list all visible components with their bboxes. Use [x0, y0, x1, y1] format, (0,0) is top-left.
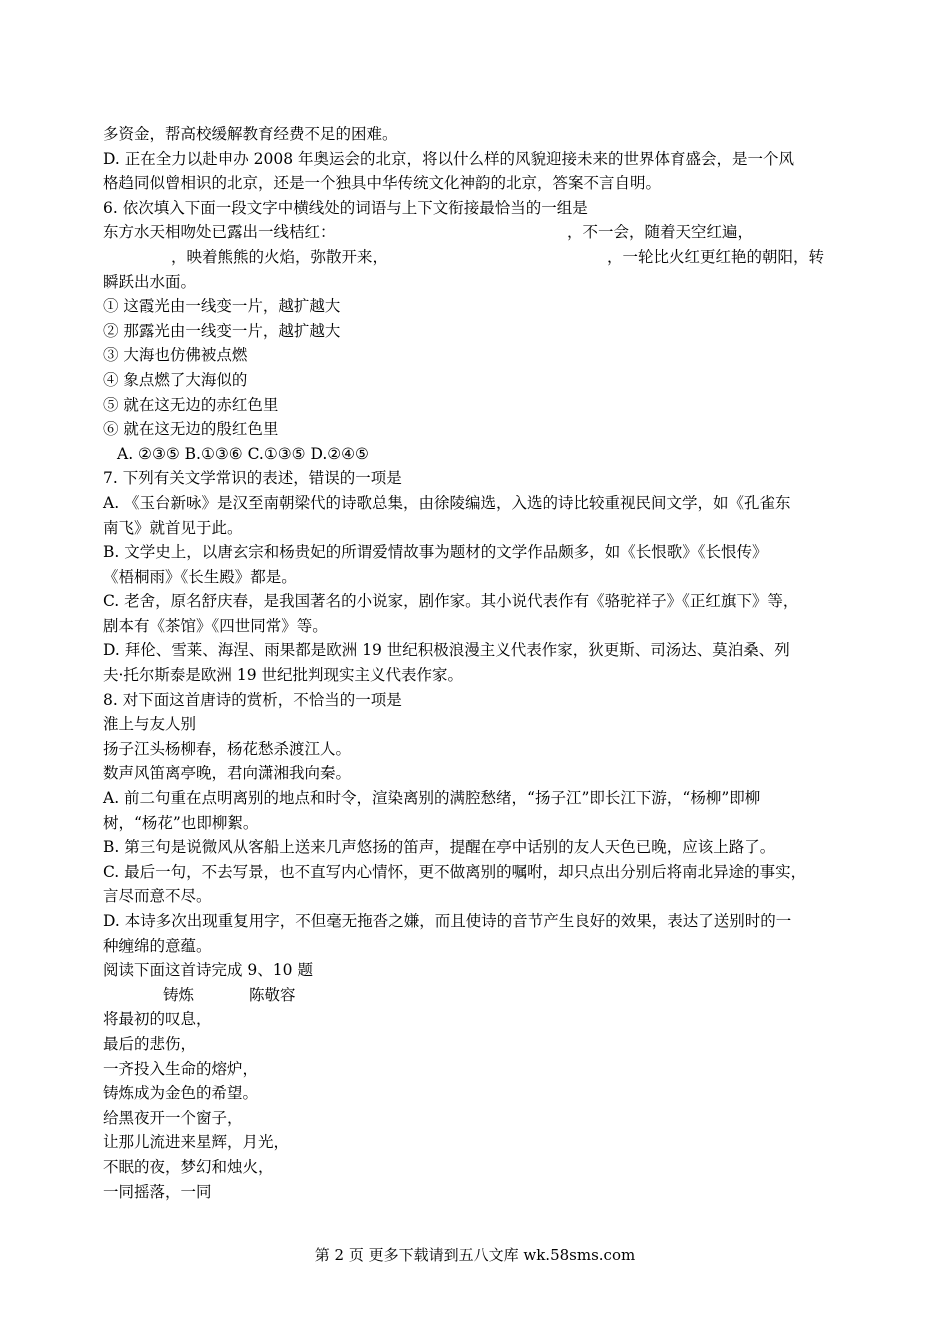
- poem-line: 铸炼成为金色的希望。: [103, 1084, 259, 1103]
- question-8-stem: 8. 对下面这首唐诗的赏析，不恰当的一项是: [103, 690, 402, 709]
- fill-text-segment: 东方水天相吻处已露出一线桔红：: [103, 223, 336, 242]
- text-line: 夫·托尔斯泰是欧洲 19 世纪批判现实主义代表作家。: [103, 666, 464, 685]
- text-line: 多资金，帮高校缓解教育经费不足的困难。: [103, 125, 398, 143]
- text-line: 树，“杨花”也即柳絮。: [103, 813, 259, 832]
- poem-line: 扬子江头杨柳春，杨花愁杀渡江人。: [103, 739, 352, 758]
- question-7-stem: 7. 下列有关文学常识的表述，错误的一项是: [103, 469, 402, 488]
- choice-item: ③ 大海也仿佛被点燃: [103, 346, 248, 365]
- text-line: D. 本诗多次出现重复用字，不但毫无拖沓之嫌，而且使诗的音节产生良好的效果，表达了送别时的一: [103, 912, 792, 930]
- poem-line: 将最初的叹息，: [103, 1010, 212, 1029]
- poem-author: 陈敬容: [248, 985, 296, 1004]
- fill-text-segment: ，一轮比火红更红艳的朝阳，转: [607, 247, 825, 266]
- page-footer: 第 2 页 更多下载请到五八文库 wk.58sms.com: [314, 1246, 636, 1264]
- modern-poem-heading: [103, 983, 853, 1008]
- text-line: B. 第三句是说微风从客船上送来几声悠扬的笛声，提醒在亭中话别的友人天色已晚，应该上路了。: [103, 838, 776, 857]
- reading-instruction: 阅读下面这首诗完成 9、10 题: [103, 961, 313, 980]
- poem-line: 给黑夜开一个窗子，: [103, 1108, 243, 1127]
- text-line: 言尽而意不尽。: [103, 887, 212, 906]
- question-6-stem: 6. 依次填入下面一段文字中横线处的词语与上下文衔接最恰当的一组是: [103, 198, 588, 217]
- text-line: C. 最后一句，不去写景，也不直写内心情怀，更不做离别的嘱咐，却只点出分别后将南北异途的事实，: [103, 862, 807, 881]
- option-d-line: D. 正在全力以赴申办 2008 年奥运会的北京，将以什么样的风貌迎接未来的世界体育盛会，是一个风: [103, 149, 795, 168]
- text-line: 瞬跃出水面。: [103, 272, 197, 291]
- choice-item: ① 这霞光由一线变一片，越扩越大: [103, 297, 341, 316]
- fill-blank-line-1: [103, 220, 853, 245]
- poem-line: 一同摇落，一同: [103, 1182, 212, 1201]
- fill-text-segment: ，映着熊熊的火焰，弥散开来，: [171, 247, 389, 266]
- text-line: 格趋同似曾相识的北京，还是一个独具中华传统文化神韵的北京，答案不言自明。: [103, 174, 662, 193]
- text-line: 《梧桐雨》《长生殿》都是。: [103, 567, 297, 586]
- text-line: C. 老舍，原名舒庆春，是我国著名的小说家，剧作家。其小说代表作有《骆驼祥子》《正红旗下》等，: [103, 592, 799, 611]
- text-line: 南飞》就首见于此。: [103, 518, 243, 537]
- poem-line: 数声风笛离亭晚，君向潇湘我向秦。: [103, 764, 352, 783]
- answer-options: A. ②③⑤ B.①③⑥ C.①③⑤ D.②④⑤: [117, 444, 369, 463]
- choice-item: ② 那露光由一线变一片，越扩越大: [103, 321, 341, 340]
- tang-poem-title: 淮上与友人别: [103, 715, 197, 734]
- poem-line: 让那儿流进来星辉，月光，: [103, 1133, 290, 1152]
- text-line: B. 文学史上，以唐玄宗和杨贵妃的所谓爱情故事为题材的文学作品颇多，如《长恨歌》《长恨传》: [103, 543, 768, 562]
- fill-text-segment: ，不一会，随着天空红遍，: [567, 223, 754, 242]
- choice-item: ⑥ 就在这无边的殷红色里: [103, 420, 279, 439]
- choice-item: ④ 象点燃了大海似的: [103, 370, 248, 389]
- poem-line: 一齐投入生命的熔炉，: [103, 1059, 259, 1078]
- fill-blank-line-2: [103, 245, 853, 270]
- text-line: 种缠绵的意蕴。: [103, 936, 212, 955]
- text-line: 剧本有《茶馆》《四世同常》等。: [103, 616, 328, 635]
- text-line: A. 《玉台新咏》是汉至南朝梁代的诗歌总集，由徐陵编选，入选的诗比较重视民间文学，如《孔雀东: [103, 493, 791, 512]
- choice-item: ⑤ 就在这无边的赤红色里: [103, 395, 279, 414]
- poem-title: 铸炼: [163, 985, 195, 1004]
- text-line: A. 前二句重在点明离别的地点和时令，渲染离别的满腔愁绪，“扬子江”即长江下游，“杨柳”即柳: [103, 789, 761, 808]
- text-line: D. 拜伦、雪莱、海涅、雨果都是欧洲 19 世纪积极浪漫主义代表作家，狄更斯、司汤达、莫泊桑、列: [103, 641, 790, 660]
- poem-line: 最后的悲伤，: [103, 1034, 197, 1053]
- poem-line: 不眠的夜，梦幻和烛火，: [103, 1157, 274, 1176]
- page-body: [103, 122, 853, 1204]
